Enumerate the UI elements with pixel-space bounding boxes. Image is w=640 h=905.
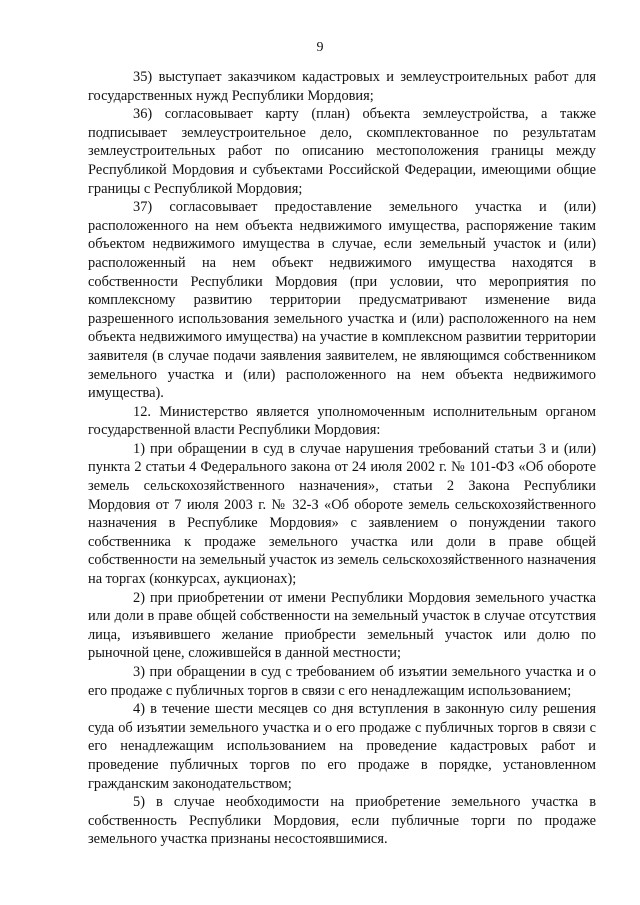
section-12-heading: 12. Министерство является уполномоченным исполнительным органом государственной власти Республики Мордовия: — [88, 403, 596, 439]
paragraph-item-37: 37) согласовывает предоставление земельного участка и (или) расположенного на нем объекта недвижимого имущества, распоряжение таким объектом недвижимого имущества в случае, если земельный участок и (или) расположенный на нем объект недвижимого имущества находятся в собственности Республики Мордовия (при условии, что мероприятия по комплексному развитию территории предусматривают изменение вида разрешенного использования земельного участка и (или) расположенного на нем объекта недвижимого имущества) на участие в комплексном развитии территории заявителя (в случае подачи заявления заявителем, не являющимся собственником земельного участка и (или) расположенного на нем объекта недвижимого имущества). — [88, 199, 596, 402]
paragraph-item-35: 35) выступает заказчиком кадастровых и землеустроительных работ для государственных нужд Республики Мордовия; — [88, 69, 596, 104]
paragraph-subitem-1: 1) при обращении в суд в случае нарушения требований статьи 3 и (или) пункта 2 статьи 4 Федерального закона от 24 июля 2002 г. № 101-ФЗ «Об обороте земель сельскохозяйственного назначения», статьи 2 Закона Республики Мордовия от 7 июля 2003 г. № 32-З «Об обороте земель сельскохозяйственного назначения в Республике Мордовия» с заявлением о понуждении такого собственника к продаже земельного участка или доли в праве общей собственности на земельный участок из земель сельскохозяйственного назначения на торгах (конкурсах, аукционах); — [88, 440, 596, 588]
paragraph-item-36: 36) согласовывает карту (план) объекта землеустройства, а также подписывает землеустроительное дело, скомплектованное по результатам землеустроительных работ по описанию местоположения границы между Республикой Мордовия и субъектами Российской Федерации, имеющими общие границы с Республикой Мордовия; — [88, 106, 596, 197]
paragraph-subitem-3: 3) при обращении в суд с требованием об изъятии земельного участка и о его продаже с публичных торгов в связи с его ненадлежащим использованием; — [88, 664, 596, 699]
paragraph-subitem-4: 4) в течение шести месяцев со дня вступления в законную силу решения суда об изъятии земельного участка и о его продаже с публичных торгов в связи с его ненадлежащим использованием на проведение кадастровых работ и проведение публичных торгов по его продаже в порядке, установленном гражданским законодательством; — [88, 701, 596, 792]
paragraph-subitem-5: 5) в случае необходимости на приобретение земельного участка в собственность Республики Мордовия, если публичные торги по продаже земельного участка признаны несостоявшимися. — [88, 794, 596, 848]
page-number: 9 — [316, 40, 324, 55]
paragraph-subitem-2: 2) при приобретении от имени Республики Мордовия земельного участка или доли в праве общей собственности на земельный участок в случае отсутствия лица, изъявившего желание приобрести земельный участок или долю по рыночной цене, сложившейся в данной местности; — [88, 589, 596, 662]
document-body — [88, 68, 596, 849]
